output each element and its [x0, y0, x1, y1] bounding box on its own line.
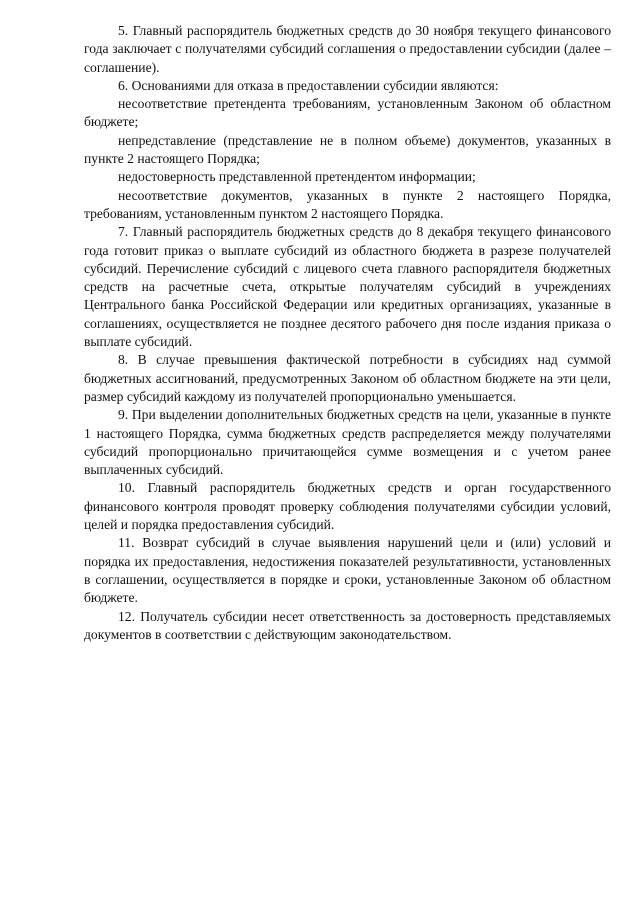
paragraph-8: 8. В случае превышения фактической потребности в субсидиях над суммой бюджетных ассигнований, предусмотренных Законом об областном бюджете на эти цели, размер субсидий каждому из получателей пропорционально уменьшается. [84, 352, 611, 404]
paragraph-5: 5. Главный распорядитель бюджетных средств до 30 ноября текущего финансового года заключает с получателями субсидий соглашения о предоставлении субсидии (далее – соглашение). [84, 23, 611, 75]
refusal-reason-4: несоответствие документов, указанных в пункте 2 настоящего Порядка, требованиям, установленным пунктом 2 настоящего Порядка. [84, 187, 611, 221]
paragraph-10: 10. Главный распорядитель бюджетных средств и орган государственного финансового контроля проводят проверку соблюдения получателями субсидии условий, целей и порядка предоставления субсидий. [84, 480, 611, 533]
paragraph-9: 9. При выделении дополнительных бюджетных средств на цели, указанные в пункте 1 настоящего Порядка, сумма бюджетных средств распределяется между получателями субсидий пропорционально причитающейся сумме возмещения и с учетом ранее выплаченных субсидий. [84, 407, 611, 478]
paragraph-6: 6. Основаниями для отказа в предоставлении субсидии являются: [118, 77, 499, 93]
refusal-reason-2: непредставление (представление не в полном объеме) документов, указанных в пункте 2 настоящего Порядка; [84, 132, 611, 167]
refusal-reason-3: недостоверность представленной претендентом информации; [118, 169, 476, 185]
paragraph-7: 7. Главный распорядитель бюджетных средств до 8 декабря текущего финансового года готовит приказ о выплате субсидий из областного бюджета в разрезе получателей субсидий. Перечисление субсидий с лицевого счета главного распорядителя бюджетных средств на расчетные счета, открытые получателям субсидий в учреждениях Центрального банка Российской Федерации или кредитных организациях, указанные в соглашениях, осуществляется не позднее десятого рабочего дня после издания приказа о выплате субсидий. [84, 224, 611, 350]
paragraph-11: 11. Возврат субсидий в случае выявления нарушений цели и (или) условий и порядка их предоставления, недостижения показателей результативности, установленных в соглашении, осуществляется в порядке и сроки, установленные Законом об областном бюджете. [84, 535, 611, 606]
document-page [84, 22, 611, 644]
refusal-reason-1: несоответствие претендента требованиям, установленным Законом об областном бюджете; [84, 96, 611, 130]
paragraph-12: 12. Получатель субсидии несет ответственность за достоверность представляемых документов в соответствии с действующим законодательством. [84, 608, 611, 642]
